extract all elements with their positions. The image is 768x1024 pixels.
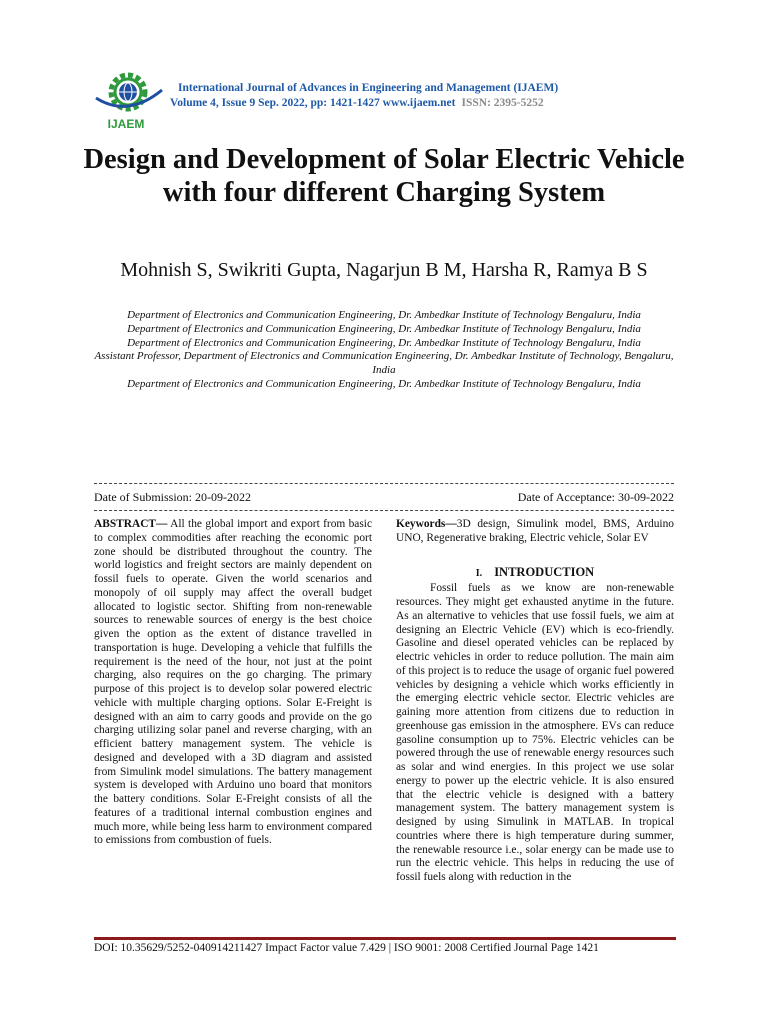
keywords-text: 3D design, Simulink model, BMS, Arduino UNO, Regenerative braking, Electric vehicle, Solar EV [396,518,674,544]
affiliation: Department of Electronics and Communication Engineering, Dr. Ambedkar Institute of Technology Bengaluru, India [127,309,641,321]
abstract-column [94,518,372,848]
introduction-heading [396,566,674,581]
acceptance-date: Date of Acceptance: 30-09-2022 [517,490,674,504]
paper-authors: Mohnish S, Swikriti Gupta, Nagarjun B M, Harsha R, Ramya B S [120,259,648,281]
submission-date: Date of Submission: 20-09-2022 [94,490,251,504]
paper-title: Design and Development of Solar Electric Vehicle with four different Charging System [83,144,685,208]
introduction-text: Fossil fuels as we know are non-renewable resources. They might get exhausted anytime in the future. As an alternative to vehicles that use fossil fuels, we aim at designing an Electric Vehicle (EV) which is eco-friendly. Gasoline and diesel operated vehicles can be replaced by electric vehicles in order to reduce pollution. The main aim of this project is to reduce the usage of organic fuel powered vehicles by designing a vehicle which works efficiently in the emerging electric vehicle sector. Electric vehicles are gaining more attention from citizens due to reduction in greenhouse gas emission in the atmosphere. EVs can reduce gasoline consumption up to 75%. Electric vehicles can be powered through the use of renewable energy resources such as solar and wind energies. In this project we use solar energy to power up the electric vehicle. It is also ensured that the electric vehicle is designed with a battery management system. The battery management system is designed by using Simulink in MATLAB. In tropical countries where there is high temperature during summer, the renewable resource i.e., solar energy can be made use to run the electric vehicle. This helps in reducing the use of fossil fuels along with reduction in the [396,582,674,883]
svg-text:IJAEM: IJAEM [107,117,145,130]
affiliation: Assistant Professor, Department of Electronics and Communication Engineering, Dr. Ambedkar Institute of Technology, Bengaluru, India [94,350,674,377]
footer-rule [94,937,676,940]
journal-issue-line [170,97,544,109]
journal-name: International Journal of Advances in Engineering and Management (IJAEM) [178,82,559,94]
keywords-label: Keywords— [396,518,457,530]
page-footer: DOI: 10.35629/5252-040914211427 Impact Factor value 7.429 | ISO 9001: 2008 Certified Journal Page 1421 [94,942,599,954]
ijaem-logo [88,68,168,130]
right-column [396,518,674,885]
abstract-label: ABSTRACT— [94,518,168,530]
divider [94,510,674,511]
section-number: I. [475,567,483,579]
divider [94,483,674,484]
abstract [94,518,372,848]
globe-icon [119,83,137,101]
issn: ISSN: 2395-5252 [461,97,544,109]
affiliation: Department of Electronics and Communication Engineering, Dr. Ambedkar Institute of Technology Bengaluru, India [127,336,641,349]
issue-info: Volume 4, Issue 9 Sep. 2022, pp: 1421-1427 www.ijaem.net [170,97,456,109]
keywords [396,518,674,546]
affiliations [90,309,678,392]
section-title: INTRODUCTION [494,564,595,579]
affiliation: Department of Electronics and Communication Engineering, Dr. Ambedkar Institute of Technology Bengaluru, India [127,322,641,335]
affiliation: Department of Electronics and Communication Engineering, Dr. Ambedkar Institute of Technology Bengaluru, India [127,377,641,390]
dates-row [94,490,674,505]
abstract-text: All the global import and export from basic to complex commodities after reaching the economic port zone should be distributed throughout the country. The world logistics and freight sectors are mainly dependent on fossil fuels to operate. Given the world scenarios and monopoly of oil supply may affect the overall budget allocated to logistic sector. Shifting from non-renewable sources to renewable sources of energy is the best choice given the option as the extent of distance travelled in transportation is huge. Developing a vehicle that fulfills the requirement is the need of the hour, not just at the point charging, also requires on the go charging. The primary purpose of this project is to develop solar powered electric vehicle with multiple charging options. Solar E-Freight is designed with an aim to carry goods and provide on the go charging utilizing solar panel and reverse charging, with an efficient battery management system. The vehicle is designed and developed with a 3D diagram and assisted from Simulink model simulations. The battery management system is developed with Arduino uno board that monitors the battery conditions. Solar E-Freight consists of all the features of a traditional internal combustion engines and much more, while being less harm to environment compared to emissions from combustion of fuels. [94,518,372,847]
